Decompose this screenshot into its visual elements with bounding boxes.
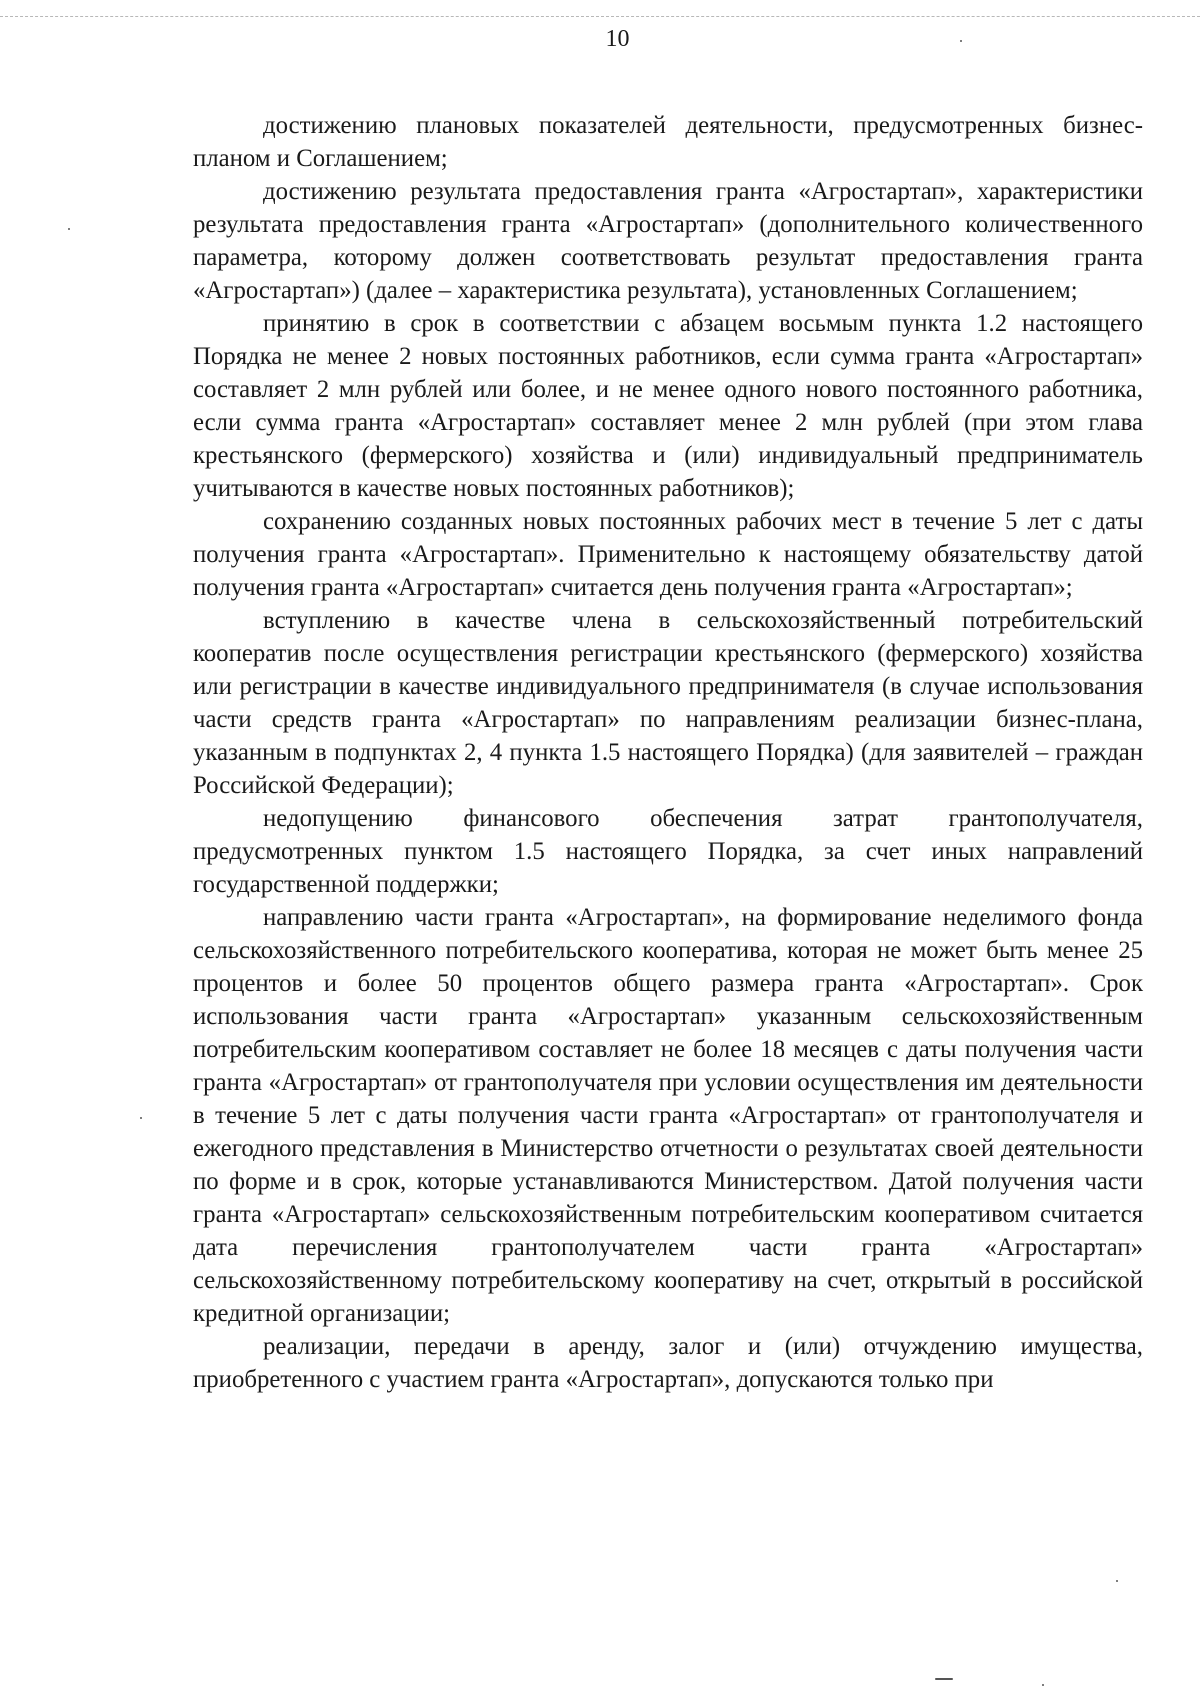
paragraph-job-retention: сохранению созданных новых постоянных рабочих мест в течение 5 лет с даты получения гранта «Агростартап». Применительно к настоящему обязательству датой получения гранта «Агростартап» считается день получения гранта «Агростартап»; <box>193 508 1143 601</box>
scan-speck <box>1116 1580 1118 1582</box>
paragraph-indivisible-fund: направлению части гранта «Агростартап», на формирование неделимого фонда сельскохозяйственного потребительского кооператива, которая не может быть менее 25 процентов и более 50 процентов общего размера гранта «Агростартап». Срок использования части гранта «Агростартап» указанным сельскохозяйственным потребительским кооперативом составляет не более 18 месяцев с даты получения части гранта «Агростартап» от грантополучателя при условии осуществления им деятельности в течение 5 лет с даты получения части гранта «Агростартап» от грантополучателя и ежегодного представления в Министерство отчетности о результатах своей деятельности по форме и в срок, которые устанавливаются Министерством. Датой получения части гранта «Агростартап» сельскохозяйственным потребительским кооперативом считается дата перечисления грантополучателем части гранта «Агростартап» сельскохозяйственному потребительскому кооперативу на счет, открытый в российской кредитной организации; <box>193 904 1143 1327</box>
paragraph-hiring-workers: принятию в срок в соответствии с абзацем восьмым пункта 1.2 настоящего Порядка не менее 2 новых постоянных работников, если сумма гранта «Агростартап» составляет 2 млн рублей или более, и не менее одного нового постоянного работника, если сумма гранта «Агростартап» составляет менее 2 млн рублей (при этом глава крестьянского (фермерского) хозяйства и (или) индивидуальный предприниматель учитываются в качестве новых постоянных работников); <box>193 310 1143 502</box>
scan-speck <box>1042 1684 1044 1686</box>
paragraph-no-double-funding: недопущению финансового обеспечения затрат грантополучателя, предусмотренных пунктом 1.5 настоящего Порядка, за счет иных направлений государственной поддержки; <box>193 805 1143 898</box>
page-number: 10 <box>605 26 630 52</box>
scan-edge-line <box>0 16 1200 17</box>
scan-speck <box>140 1117 142 1119</box>
document-body <box>193 109 1143 1396</box>
paragraph-planned-indicators: достижению плановых показателей деятельности, предусмотренных бизнес-планом и Соглашением; <box>193 112 1143 172</box>
scan-speck <box>935 1678 953 1680</box>
scan-speck <box>960 40 962 42</box>
scan-speck <box>68 228 70 230</box>
paragraph-property-disposal: реализации, передачи в аренду, залог и (или) отчуждению имущества, приобретенного с участием гранта «Агростартап», допускаются только при <box>193 1333 1143 1393</box>
paragraph-grant-result: достижению результата предоставления гранта «Агростартап», характеристики результата предоставления гранта «Агростартап» (дополнительного количественного параметра, которому должен соответствовать результат предоставления гранта «Агростартап») (далее – характеристика результата), установленных Соглашением; <box>193 178 1143 304</box>
paragraph-cooperative-membership: вступлению в качестве члена в сельскохозяйственный потребительский кооператив после осуществления регистрации крестьянского (фермерского) хозяйства или регистрации в качестве индивидуального предпринимателя (в случае использования части средств гранта «Агростартап» по направлениям реализации бизнес-плана, указанным в подпунктах 2, 4 пункта 1.5 настоящего Порядка) (для заявителей – граждан Российской Федерации); <box>193 607 1143 799</box>
